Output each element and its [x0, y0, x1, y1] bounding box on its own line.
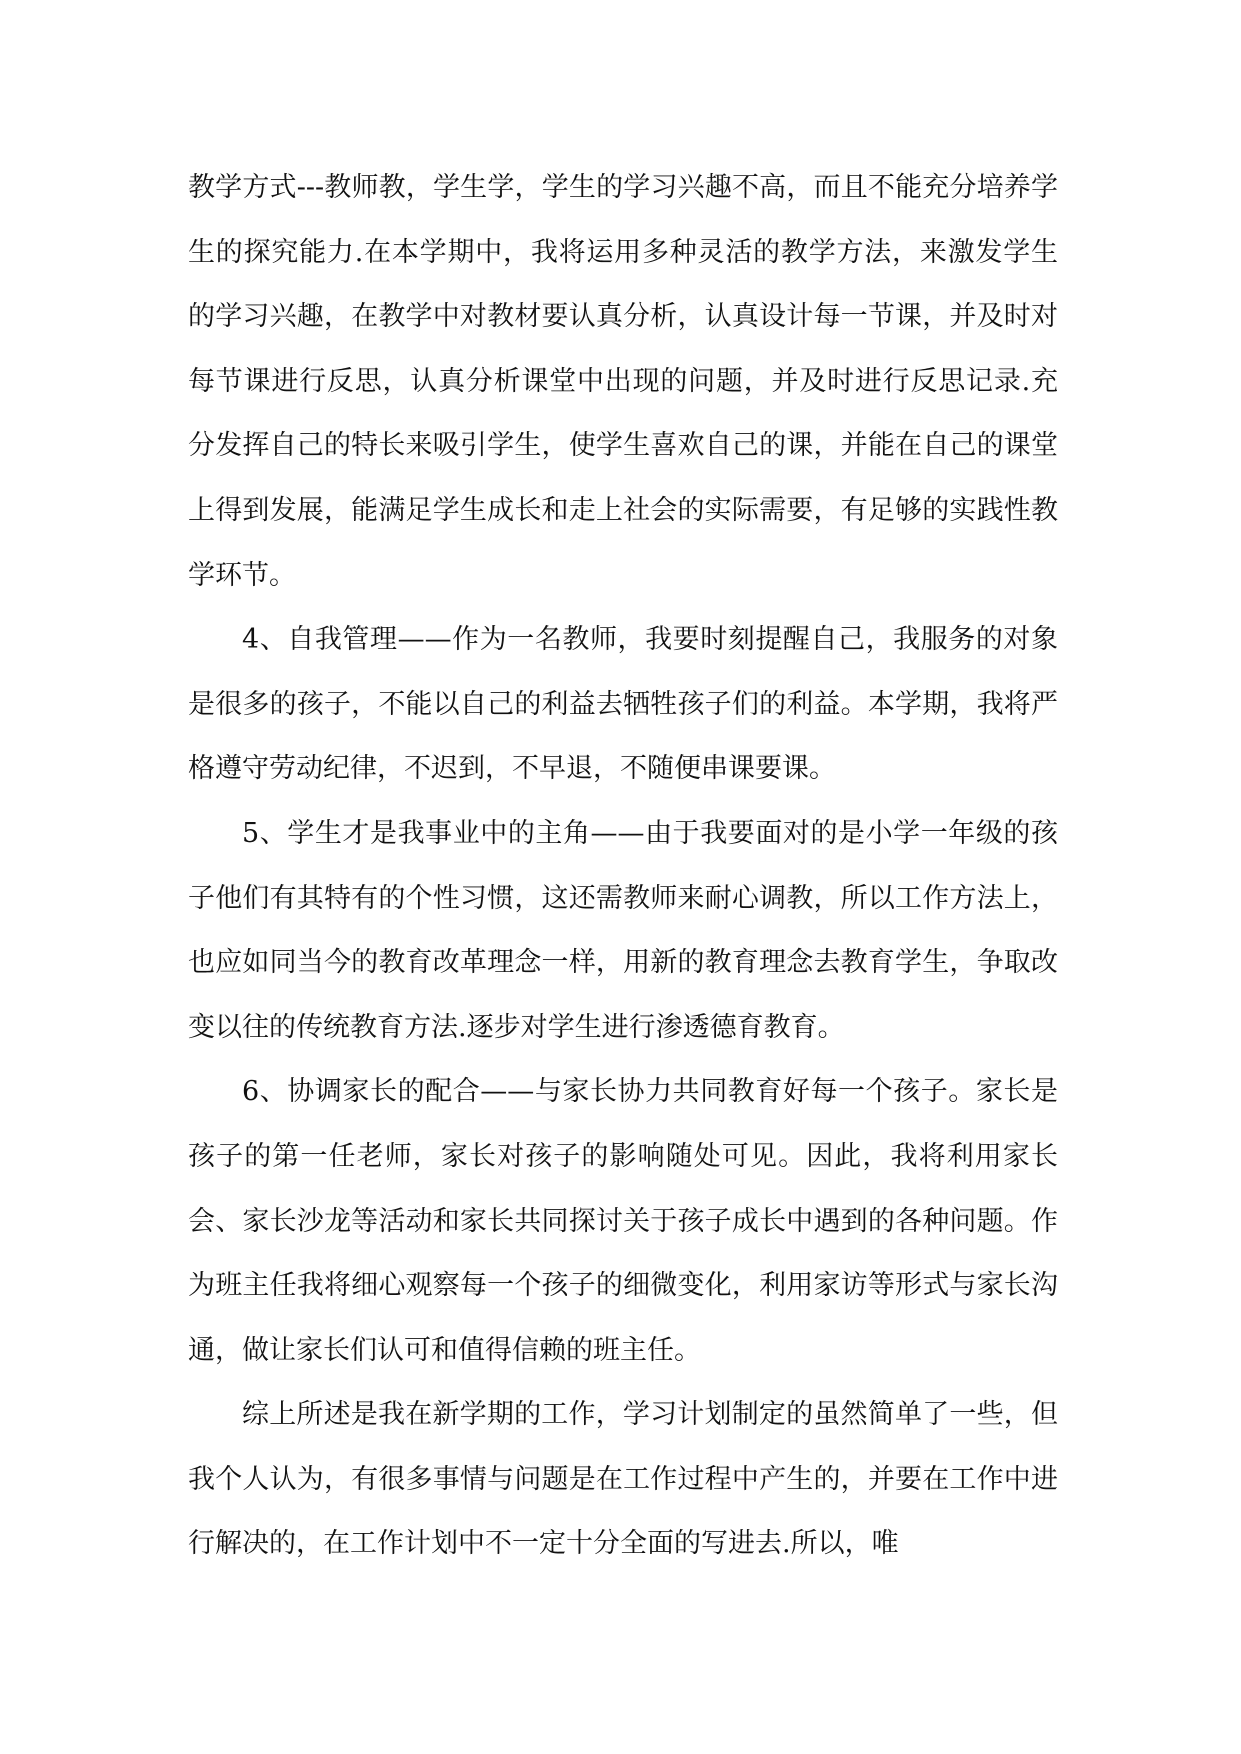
document-body [188, 156, 1058, 1577]
paragraph-students-main-role: 5、学生才是我事业中的主角——由于我要面对的是小学一年级的孩子他们有其特有的个性习惯，这还需教师来耐心调教，所以工作方法上，也应如同当今的教育改革理念一样，用新的教育理念去教育学生，争取改变以往的传统教育方法.逐步对学生进行渗透德育教育。 [188, 817, 1058, 1043]
paragraph-self-management: 4、自我管理——作为一名教师，我要时刻提醒自己，我服务的对象是很多的孩子，不能以自己的利益去牺牲孩子们的利益。本学期，我将严格遵守劳动纪律，不迟到，不早退，不随便串课要课。 [188, 624, 1058, 785]
paragraph-summary: 综上所述是我在新学期的工作，学习计划制定的虽然简单了一些，但我个人认为，有很多事情与问题是在工作过程中产生的，并要在工作中进行解决的，在工作计划中不一定十分全面的写进去.所以，唯 [188, 1399, 1058, 1560]
paragraph-parent-cooperation: 6、协调家长的配合——与家长协力共同教育好每一个孩子。家长是孩子的第一任老师，家长对孩子的影响随处可见。因此，我将利用家长会、家长沙龙等活动和家长共同探讨关于孩子成长中遇到的各种问题。作为班主任我将细心观察每一个孩子的细微变化，利用家访等形式与家长沟通，做让家长们认可和值得信赖的班主任。 [188, 1076, 1058, 1366]
paragraph-teaching-methods: 教学方式---教师教，学生学，学生的学习兴趣不高，而且不能充分培养学生的探究能力.在本学期中，我将运用多种灵活的教学方法，来激发学生的学习兴趣，在教学中对教材要认真分析，认真设计每一节课，并及时对每节课进行反思，认真分析课堂中出现的问题，并及时进行反思记录.充分发挥自己的特长来吸引学生，使学生喜欢自己的课，并能在自己的课堂上得到发展，能满足学生成长和走上社会的实际需要，有足够的实践性教学环节。 [188, 172, 1058, 591]
